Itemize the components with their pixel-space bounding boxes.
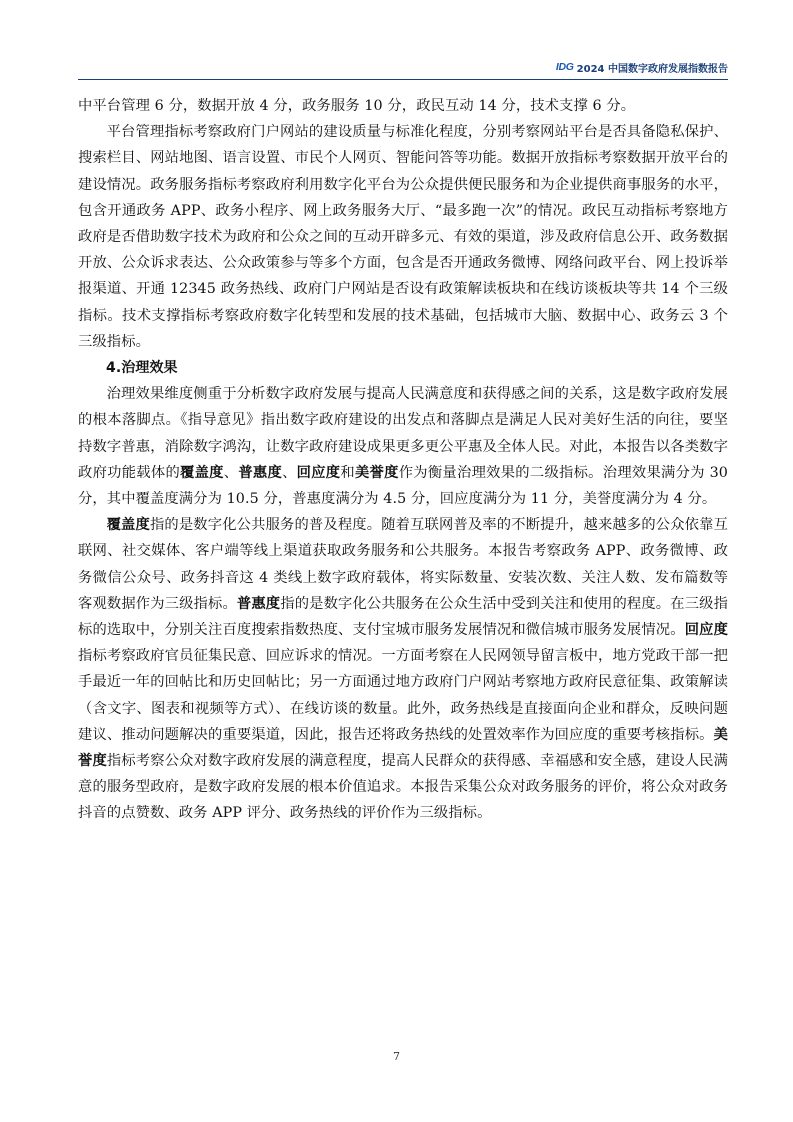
text-run: 指的是数字化公共服务在公众生活中受到关注和使用的程度。在三级指标的选取中，分别关注百度搜索指数热度、支付宝城市服务发展情况和微信城市服务发展情况。: [78, 595, 728, 639]
text-run: 治理效果维度侧重于分析数字政府发展与提高人民满意度和获得感之间的关系，这是数字政府发展的根本落脚点。《指导意见》指出数字政府建设的出发点和落脚点是满足人民对美好生活的向往，要坚持数字普惠，消除数字鸿沟，让数字政府建设成果更多更公平惠及全体人民。对此，本报告以各类数字政府功能载体的: [78, 386, 728, 481]
separator: 、: [282, 464, 297, 481]
header-divider: [78, 79, 728, 80]
page-number: 7: [393, 1050, 400, 1063]
term-reputation: 美誉度: [354, 464, 399, 481]
term-coverage: 覆盖度: [180, 464, 224, 481]
separator: 、: [223, 464, 239, 481]
paragraph-governance-effect: [78, 381, 728, 512]
term-inclusiveness: 普惠度: [236, 595, 281, 612]
separator: 和: [340, 464, 355, 481]
text-run: 指标考察政府官员征集民意、回应诉求的情况。一方面考察在人民网领导留言板中，地方党政干部一把手最近一年的回帖比和历史回帖比；另一方面通过地方政府门户网站考察地方政府民意征集、政策解读（含文字、图表和视频等方式）、在线访谈的数量。此外，政务热线是直接面向企业和群众，反映问题建议、推动问题解决的重要渠道，因此，报告还将政务热线的处置效率作为回应度的重要考核指标。: [78, 648, 728, 743]
term-responsiveness: 回应度: [684, 622, 728, 639]
text-run: 指标考察公众对数字政府发展的满意程度，提高人民群众的获得感、幸福感和安全感，建设人民满意的服务型政府，是数字政府发展的根本价值追求。本报告采集公众对政务服务的评价，将公众对政务抖音的点赞数、政务 APP 评分、政务热线的评价作为三级指标。: [78, 753, 729, 822]
paragraph-continued: 中平台管理 6 分，数据开放 4 分，政务服务 10 分，政民互动 14 分，技术支撑 6 分。: [78, 98, 636, 114]
term-inclusiveness: 普惠度: [238, 464, 283, 481]
paragraph-platform-indicators: 平台管理指标考察政府门户网站的建设质量与标准化程度，分别考察网站平台是否具备隐私保护、搜索栏目、网站地图、语言设置、市民个人网页、智能问答等功能。数据开放指标考察数据开放平台的建设情况。政务服务指标考察政府利用数字化平台为公众提供便民服务和为企业提供商事服务的水平，包含开通政务 APP、政务小程序、网上政务服务大厅、“最多跑一次”的情况。政民互动指标考察地方政府是否借助数字技术为政府和公众之间的互动开辟多元、有效的渠道，涉及政府信息公开、政务数据开放、公众诉求表达、公众政策参与等多个方面，包含是否开通政务微博、网络问政平台、网上投诉举报渠道、开通 12345 政务热线、政府门户网站是否设有政策解读板块和在线访谈板块等共 14 个三级指标。技术支撑指标考察政府数字化转型和发展的技术基础，包括城市大脑、数据中心、政务云 3 个三级指标。: [78, 124, 728, 350]
term-reputation: 美誉度: [78, 726, 728, 770]
term-responsiveness: 回应度: [296, 464, 341, 481]
report-title: 2024 中国数字政府发展指数报告: [576, 63, 728, 75]
section-heading: 4.治理效果: [106, 360, 178, 377]
running-header: [0, 56, 728, 78]
paragraph-indicator-definitions: [78, 512, 728, 826]
idg-logo: IDG: [555, 61, 574, 73]
text-run: 作为衡量治理效果的二级指标。治理效果满分为 30 分，其中覆盖度满分为 10.5 分，普惠度满分为 4.5 分，回应度满分为 11 分，美誉度满分为 4 分。: [78, 464, 728, 508]
text-run: 指的是数字化公共服务的普及程度。随着互联网普及率的不断提升，越来越多的公众依靠互联网、社交媒体、客户端等线上渠道获取政务服务和公共服务。本报告考察政务 APP、政务微博、政务微信公众号、政务抖音这 4 类线上数字政府载体，将实际数量、安装次数、关注人数、发布篇数等客观数据作为三级指标。: [78, 517, 728, 612]
page-body: [78, 93, 728, 827]
term-coverage: 覆盖度: [106, 517, 150, 534]
